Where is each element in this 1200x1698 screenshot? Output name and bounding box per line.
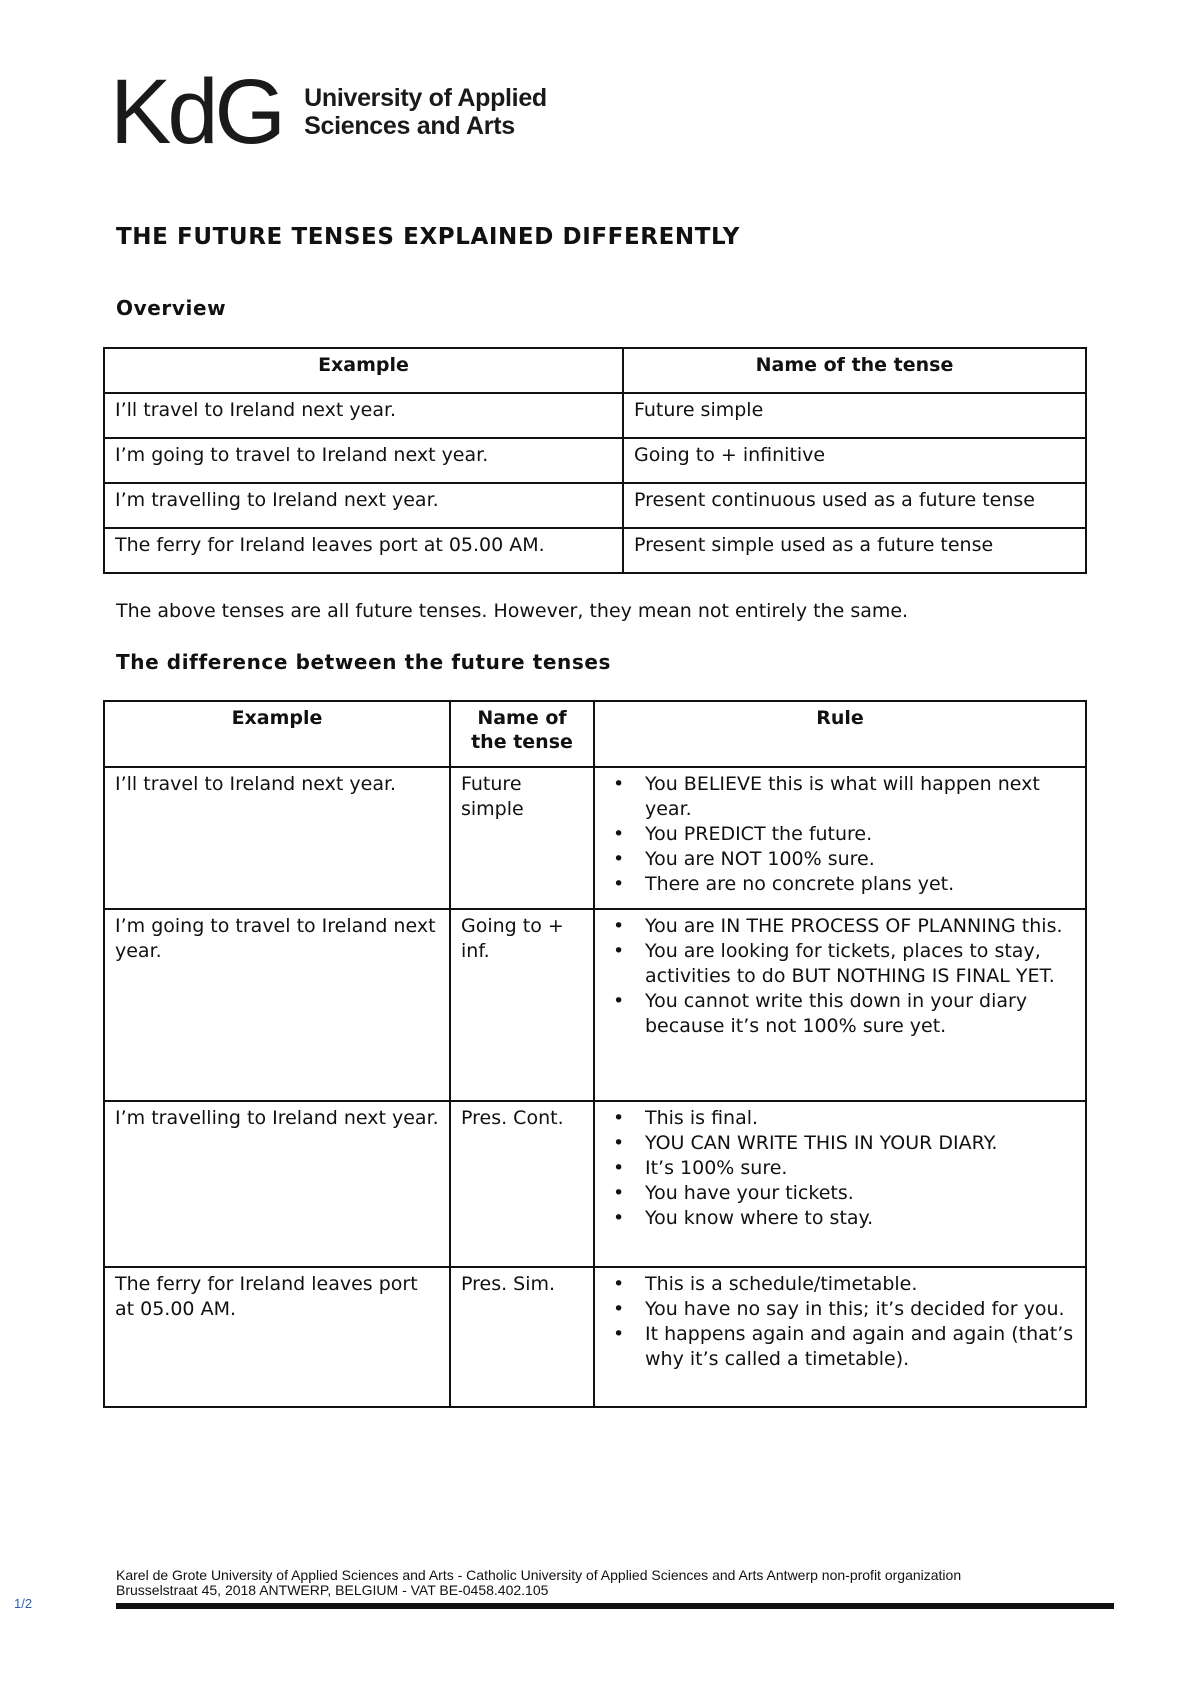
difference-cell-rule bbox=[594, 1101, 1086, 1267]
overview-heading: Overview bbox=[116, 296, 227, 320]
overview-cell-tense: Future simple bbox=[623, 393, 1086, 438]
table-row bbox=[104, 1101, 1086, 1267]
rule-item: • You are NOT 100% sure. bbox=[645, 847, 1075, 872]
table-row bbox=[104, 909, 1086, 1101]
rule-list bbox=[605, 1106, 1075, 1231]
table-row bbox=[104, 767, 1086, 909]
intro-text: The above tenses are all future tenses. However, they mean not entirely the same. bbox=[116, 600, 909, 622]
footer-line-1: Karel de Grote University of Applied Sciences and Arts - Catholic University of Applied Sciences and Arts Antwerp non-profit organization bbox=[116, 1567, 962, 1583]
logo-line-1: University of Applied bbox=[304, 84, 547, 112]
overview-header-tense: Name of the tense bbox=[623, 348, 1086, 393]
rule-list bbox=[605, 772, 1075, 897]
difference-cell-rule bbox=[594, 909, 1086, 1101]
overview-cell-tense: Present simple used as a future tense bbox=[623, 528, 1086, 573]
rule-item: • You have your tickets. bbox=[645, 1181, 1075, 1206]
difference-cell-example: The ferry for Ireland leaves port at 05.00 AM. bbox=[104, 1267, 450, 1407]
rule-item: • This is a schedule/timetable. bbox=[645, 1272, 1075, 1297]
overview-cell-tense: Present continuous used as a future tense bbox=[623, 483, 1086, 528]
table-row bbox=[104, 528, 1086, 573]
difference-header-rule: Rule bbox=[594, 701, 1086, 767]
overview-cell-example: I’m going to travel to Ireland next year. bbox=[104, 438, 623, 483]
difference-cell-tense: Pres. Sim. bbox=[450, 1267, 594, 1407]
rule-list bbox=[605, 914, 1075, 1039]
difference-header-tense: Name of the tense bbox=[450, 701, 594, 767]
rule-item: • You BELIEVE this is what will happen next year. bbox=[645, 772, 1075, 822]
rule-item: • You have no say in this; it’s decided for you. bbox=[645, 1297, 1075, 1322]
rule-item: • This is final. bbox=[645, 1106, 1075, 1131]
rule-item: • You cannot write this down in your diary because it’s not 100% sure yet. bbox=[645, 989, 1075, 1039]
overview-header-example: Example bbox=[104, 348, 623, 393]
difference-cell-tense: Pres. Cont. bbox=[450, 1101, 594, 1267]
logo-mark: KdG bbox=[110, 61, 283, 163]
difference-cell-example: I’ll travel to Ireland next year. bbox=[104, 767, 450, 909]
table-row bbox=[104, 483, 1086, 528]
difference-header-example: Example bbox=[104, 701, 450, 767]
rule-item: • There are no concrete plans yet. bbox=[645, 872, 1075, 897]
rule-item: • It happens again and again and again (that’s why it’s called a timetable). bbox=[645, 1322, 1075, 1372]
overview-cell-example: I’m travelling to Ireland next year. bbox=[104, 483, 623, 528]
footer-line-2: Brusselstraat 45, 2018 ANTWERP, BELGIUM - VAT BE-0458.402.105 bbox=[116, 1582, 549, 1598]
difference-heading: The difference between the future tenses bbox=[116, 650, 612, 674]
logo-text bbox=[304, 84, 547, 140]
difference-cell-example: I’m going to travel to Ireland next year. bbox=[104, 909, 450, 1101]
difference-cell-rule bbox=[594, 767, 1086, 909]
rule-item: • It’s 100% sure. bbox=[645, 1156, 1075, 1181]
overview-cell-example: The ferry for Ireland leaves port at 05.00 AM. bbox=[104, 528, 623, 573]
overview-header-row bbox=[104, 348, 1086, 393]
page-footer bbox=[116, 1568, 961, 1598]
table-row bbox=[104, 438, 1086, 483]
overview-table bbox=[103, 347, 1087, 574]
page-number: 1/2 bbox=[14, 1596, 33, 1611]
difference-cell-tense: Going to + inf. bbox=[450, 909, 594, 1101]
table-row bbox=[104, 393, 1086, 438]
rule-item: • You PREDICT the future. bbox=[645, 822, 1075, 847]
document-title: THE FUTURE TENSES EXPLAINED DIFFERENTLY bbox=[116, 224, 740, 250]
rule-item: • YOU CAN WRITE THIS IN YOUR DIARY. bbox=[645, 1131, 1075, 1156]
overview-cell-tense: Going to + infinitive bbox=[623, 438, 1086, 483]
difference-cell-rule bbox=[594, 1267, 1086, 1407]
rule-item: • You are IN THE PROCESS OF PLANNING this. bbox=[645, 914, 1075, 939]
rule-item: • You know where to stay. bbox=[645, 1206, 1075, 1231]
rule-list bbox=[605, 1272, 1075, 1372]
kdg-logo bbox=[110, 61, 547, 163]
difference-header-row bbox=[104, 701, 1086, 767]
difference-table bbox=[103, 700, 1087, 1408]
difference-cell-example: I’m travelling to Ireland next year. bbox=[104, 1101, 450, 1267]
rule-item: • You are looking for tickets, places to stay, activities to do BUT NOTHING IS FINAL YET. bbox=[645, 939, 1075, 989]
logo-line-2: Sciences and Arts bbox=[304, 112, 515, 140]
overview-cell-example: I’ll travel to Ireland next year. bbox=[104, 393, 623, 438]
difference-cell-tense: Future simple bbox=[450, 767, 594, 909]
footer-divider bbox=[116, 1603, 1114, 1609]
table-row bbox=[104, 1267, 1086, 1407]
